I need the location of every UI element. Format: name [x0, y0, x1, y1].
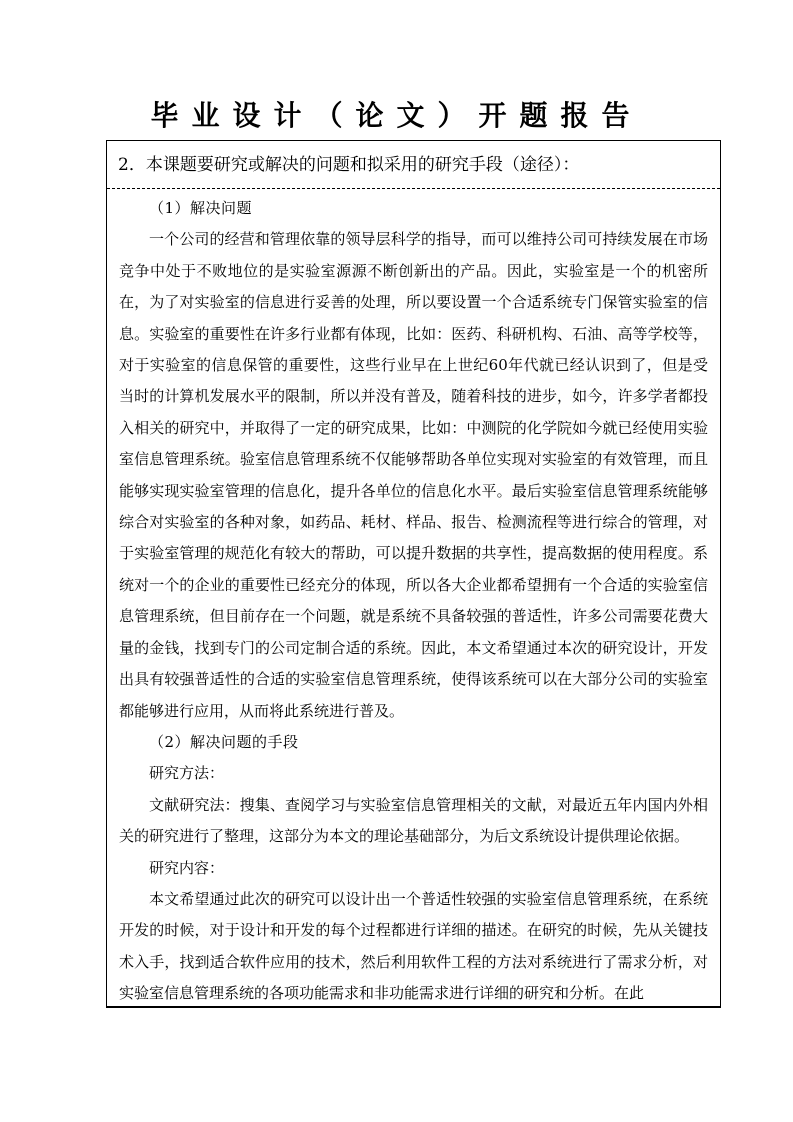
section-heading: 2．本课题要研究或解决的问题和拟采用的研究手段（途径）：	[107, 141, 720, 189]
label-research-content: 研究内容：	[149, 858, 225, 877]
paragraph-literature-method: 文献研究法：搜集、查阅学习与实验室信息管理相关的文献，对最近五年内国内外相关的研究进行了整理，这部分为本文的理论基础部分，为后文系统设计提供理论依据。	[119, 795, 708, 846]
label-research-method: 研究方法：	[149, 764, 225, 783]
page-title: 毕业设计（论文）开题报告	[150, 99, 643, 132]
subheading-problem: （1）解决问题	[149, 199, 253, 217]
paragraph-problem-description: 一个公司的经营和管理依靠的领导层科学的指导，而可以维持公司可持续发展在市场竞争中处于不败地位的是实验室源源不断创新出的产品。因此，实验室是一个的机密所在，为了对实验室的信息进行妥善的处理，所以要设置一个合适系统专门保管实验室的信息。实验室的重要性在许多行业都有体现，比如：医药、科研机构、石油、高等学校等，对于实验室的信息保管的重要性，这些行业早在上世纪60年代就已经认识到了，但是受当时的计算机发展水平的限制，所以并没有普及，随着科技的进步，如今，许多学者都投入相关的研究中，并取得了一定的研究成果，比如：中测院的化学院如今就已经使用实验室信息管理系统。验室信息管理系统不仅能够帮助各单位实现对实验室的有效管理，而且能够实现实验室管理的信息化，提升各单位的信息化水平。最后实验室信息管理系统能够综合对实验室的各种对象，如药品、耗材、样品、报告、检测流程等进行综合的管理，对于实验室管理的规范化有较大的帮助，可以提升数据的共享性，提高数据的使用程度。系统对一个的企业的重要性已经充分的体现，所以各大企业都希望拥有一个合适的实验室信息管理系统，但目前存在一个问题，就是系统不具备较强的普适性，许多公司需要花费大量的金钱，找到专门的公司定制合适的系统。因此，本文希望通过本次的研究设计，开发出具有较强普适性的合适的实验室信息管理系统，使得该系统可以在大部分公司的实验室都能够进行应用，从而将此系统进行普及。	[119, 230, 708, 720]
subheading-methods: （2）解决问题的手段	[149, 732, 299, 751]
section-content	[107, 189, 720, 1010]
report-form-box	[106, 140, 721, 1008]
paragraph-research-content: 本文希望通过此次的研究可以设计出一个普适性较强的实验室信息管理系统，在系统开发的时候，对于设计和开发的每个过程都进行详细的描述。在研究的时候，先从关键技术入手，找到适合软件应用的技术，然后利用软件工程的方法对系统进行了需求分析，对实验室信息管理系统的各项功能需求和非功能需求进行详细的研究和分析。在此	[119, 889, 708, 1003]
